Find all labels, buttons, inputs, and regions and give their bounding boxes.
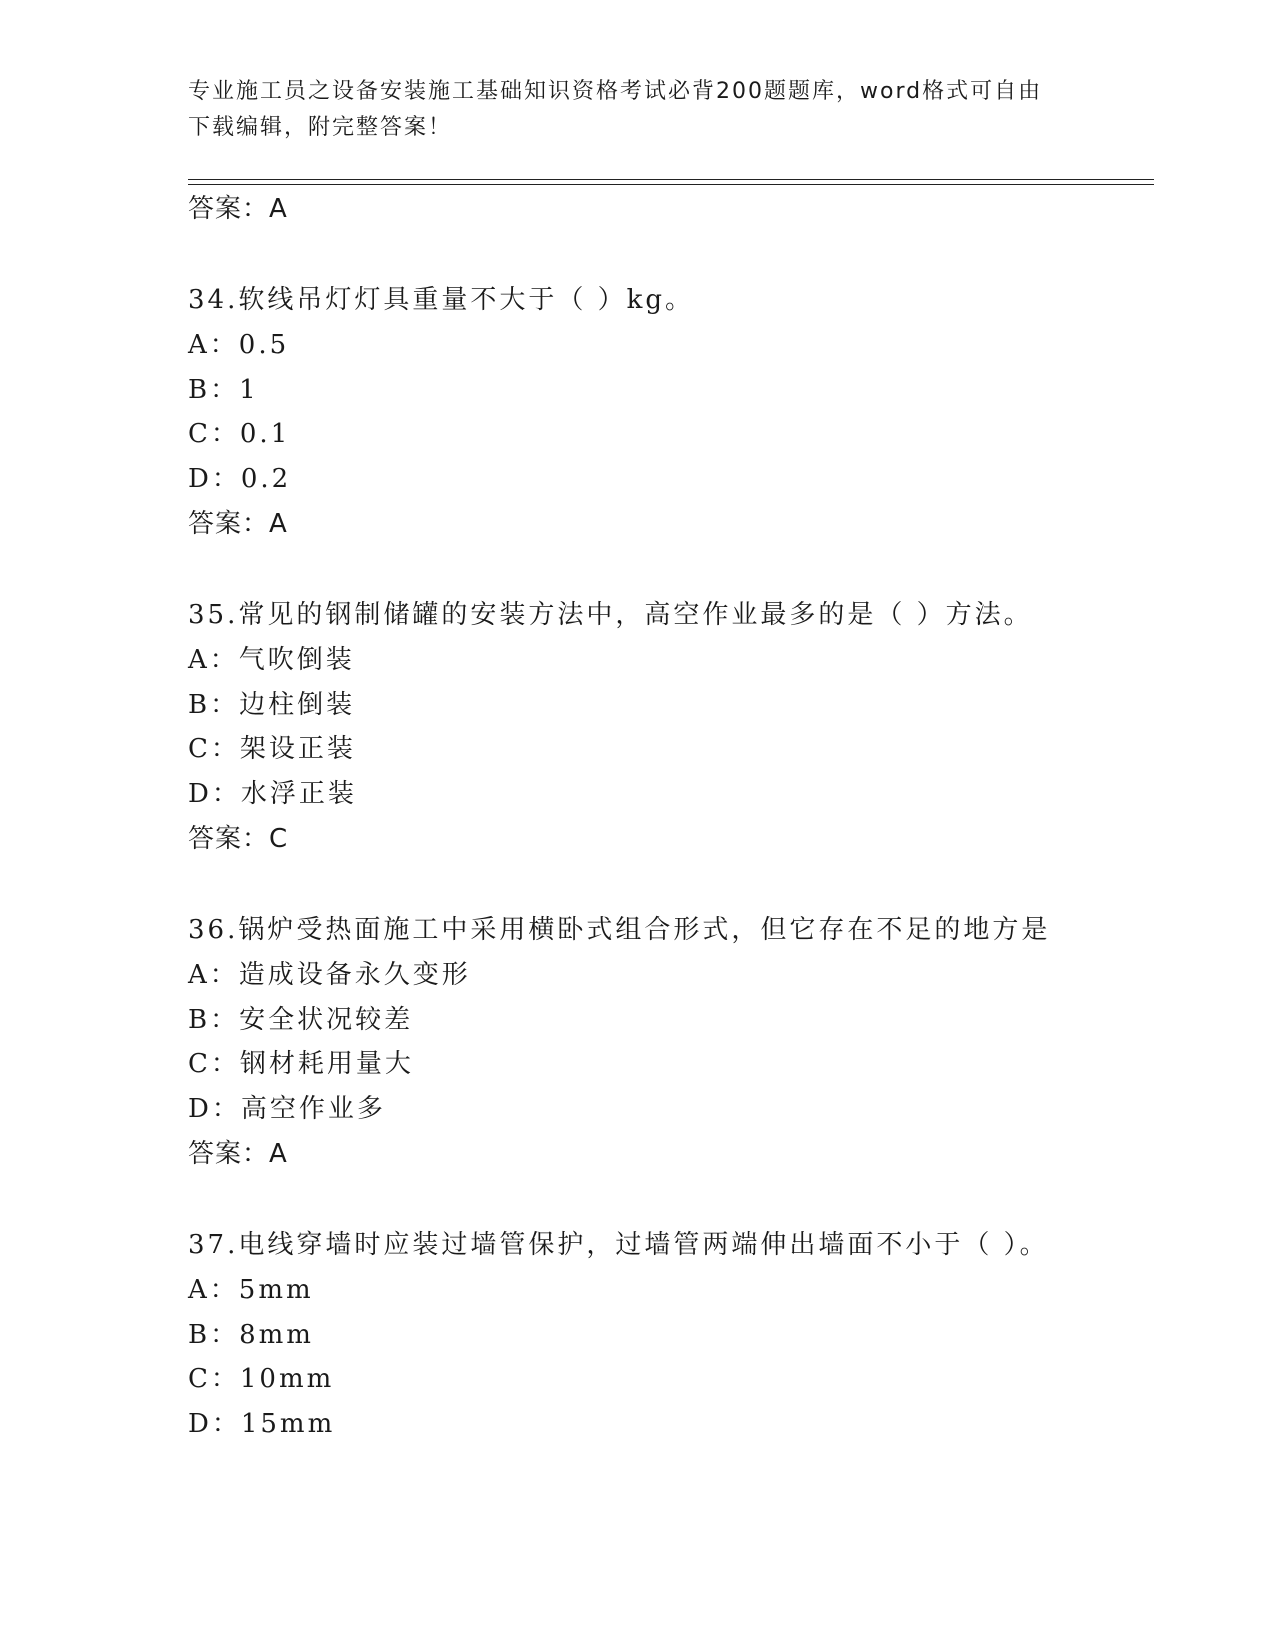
question-35: 35.常见的钢制储罐的安装方法中，高空作业最多的是（ ）方法。 [188, 600, 1033, 630]
question-36: 36.锅炉受热面施工中采用横卧式组合形式，但它存在不足的地方是 [188, 915, 1051, 945]
answer-36: 答案：A [188, 1139, 288, 1169]
option-35-d: D：水浮正装 [188, 779, 357, 809]
option-34-a: A：0.5 [188, 330, 290, 360]
header-divider-bottom [188, 184, 1154, 185]
option-36-a: A：造成设备永久变形 [188, 960, 471, 990]
answer-35: 答案：C [188, 824, 289, 854]
option-37-c: C：10mm [188, 1364, 335, 1394]
option-35-b: B：边柱倒装 [188, 690, 356, 720]
option-34-b: B：1 [188, 375, 259, 405]
option-35-c: C：架设正装 [188, 734, 356, 764]
document-header [188, 74, 1068, 146]
answer-34: 答案：A [188, 509, 288, 539]
header-divider-top [188, 179, 1154, 180]
option-36-d: D：高空作业多 [188, 1094, 386, 1124]
option-34-d: D：0.2 [188, 464, 292, 494]
answer-line: 答案：A [188, 194, 288, 224]
option-37-b: B：8mm [188, 1320, 314, 1350]
header-line-1: 专业施工员之设备安装施工基础知识资格考试必背200题题库，word格式可自由 [188, 79, 1043, 104]
option-36-b: B：安全状况较差 [188, 1005, 414, 1035]
question-34: 34.软线吊灯灯具重量不大于（ ）kg。 [188, 285, 695, 315]
option-37-d: D：15mm [188, 1409, 336, 1439]
question-37: 37.电线穿墙时应装过墙管保护，过墙管两端伸出墙面不小于（ ）。 [188, 1230, 1049, 1260]
option-34-c: C：0.1 [188, 419, 291, 449]
option-37-a: A：5mm [188, 1275, 314, 1305]
option-36-c: C：钢材耗用量大 [188, 1049, 414, 1079]
header-line-2: 下载编辑，附完整答案！ [188, 115, 453, 140]
option-35-a: A：气吹倒装 [188, 645, 355, 675]
